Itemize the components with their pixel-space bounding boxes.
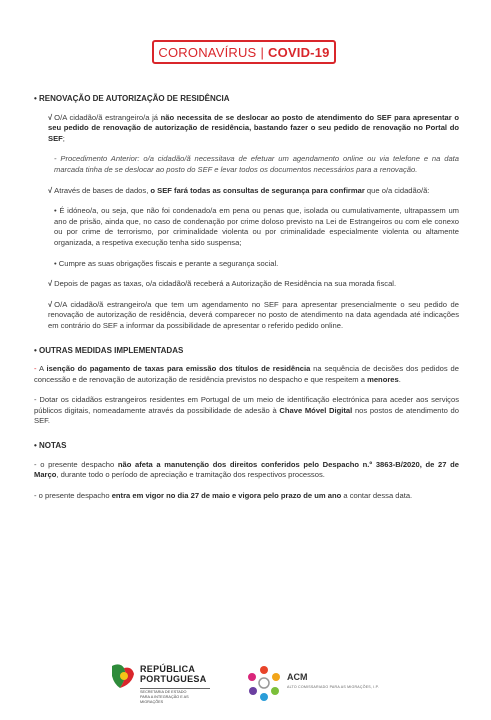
- paragraph: √ O/A cidadão/ã estrangeiro/a já não necessita de se deslocar ao posto de atendimento do SEF para apresentar o seu pedido de renovação de autorização de residência, bastando fazer o seu pedido de renovação no Portal do SEF;: [48, 112, 459, 143]
- paragraph: - Dotar os cidadãos estrangeiros residentes em Portugal de um meio de identificação electrónica para aceder aos serviços públicos digitais, nomeadamente através da possibilidade de adesão à Chave Móvel Digital nos postos de atendimento do SEF.: [34, 395, 459, 426]
- paragraph: √ O/A cidadão/ã estrangeiro/a que tem um agendamento no SEF para apresentar presencialmente o seu pedido de renovação de autorização de residência, deverá comparecer no posto de atendimento na data agendada até indicações em contrário do SEF a informar da possibilidade de apresentar o referido pedido online.: [48, 299, 459, 330]
- paragraph: - A isenção do pagamento de taxas para emissão dos títulos de residência na sequência de decisões dos pedidos de concessão e de renovação de autorização de residência previstos no despacho e que respeitem a menores.: [34, 364, 459, 384]
- check-mark-icon: √: [48, 185, 53, 195]
- paragraph: - o presente despacho não afeta a manutenção dos direitos conferidos pelo Despacho n.º 3863-B/2020, de 27 de Março, durante todo o período de apreciação e tramitação dos respectivos processos.: [34, 459, 459, 480]
- acm-subtitle: ALTO COMISSARIADO PARA AS MIGRAÇÕES, I.P.: [287, 685, 380, 689]
- section-title-renewal: • RENOVAÇÃO DE AUTORIZAÇÃO DE RESIDÊNCIA: [34, 94, 230, 103]
- check-mark-icon: √: [48, 279, 53, 289]
- republica-portuguesa-logo: [110, 662, 230, 706]
- title-banner: [152, 40, 336, 64]
- check-mark-icon: √: [48, 112, 53, 122]
- banner-right: COVID-19: [268, 44, 330, 60]
- paragraph: - Procedimento Anterior: o/a cidadão/ã necessitava de efetuar um agendamento online ou via telefone e na data marcada tinha de se deslocar ao posto do SEF e levar todos os documentos necessários para a renovação.: [54, 154, 459, 174]
- footer-logos: [0, 662, 491, 712]
- paragraph: √ Através de bases de dados, o SEF fará todas as consultas de segurança para confirmar que o/a cidadão/ã:: [48, 185, 430, 195]
- bullet-item: • Cumpre as suas obrigações fiscais e perante a segurança social.: [54, 258, 279, 268]
- bullet-item: • É idóneo/a, ou seja, que não foi condenado/a em pena ou penas que, isolada ou cumulativamente, ultrapassem um ano de prisão, ainda que, no caso de condenação por crime doloso previsto na Lei de Estrangeiros ou com ele conexo ou por crime de terrorismo, por criminalidade violenta ou por criminalidade especialmente violenta ou altamente organizada, a respetiva execução tenha sido suspensa;: [54, 206, 459, 247]
- secretaria-text: SECRETARIA DE ESTADO PARA A INTEGRAÇÃO E AS MIGRAÇÕES: [140, 688, 210, 705]
- acm-emblem-icon: [245, 664, 283, 702]
- check-mark-icon: √: [48, 299, 53, 309]
- section-title-notes: • NOTAS: [34, 441, 67, 451]
- main-content: [34, 94, 459, 511]
- banner-separator: |: [260, 44, 265, 60]
- section-title-other-measures: • OUTRAS MEDIDAS IMPLEMENTADAS: [34, 345, 184, 355]
- acm-name: ACM: [287, 672, 308, 682]
- paragraph: √ Depois de pagas as taxas, o/a cidadão/ã receberá a Autorização de Residência na sua morada fiscal.: [48, 279, 397, 289]
- acm-logo: [245, 664, 395, 704]
- portugal-emblem-icon: [110, 662, 136, 692]
- republica-portuguesa-text: REPÚBLICA PORTUGUESA: [140, 664, 207, 684]
- paragraph: - o presente despacho entra em vigor no dia 27 de maio e vigora pelo prazo de um ano a contar dessa data.: [34, 490, 413, 500]
- banner-left: CORONAVÍRUS: [158, 44, 257, 60]
